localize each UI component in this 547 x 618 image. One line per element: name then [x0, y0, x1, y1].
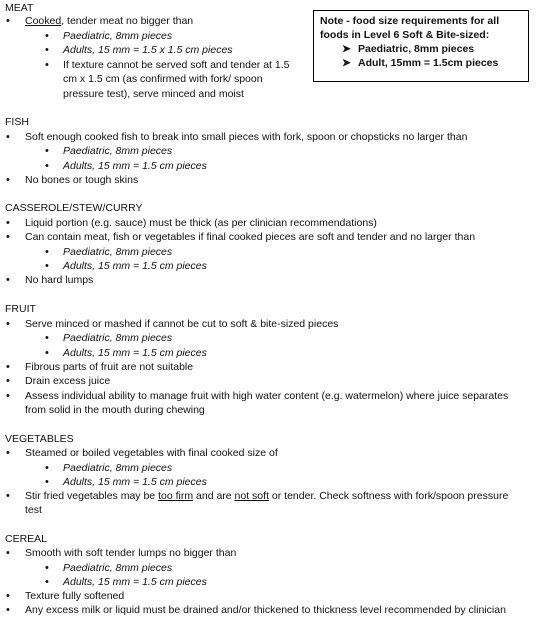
heading-cereal: CEREAL [5, 533, 48, 545]
note-item-1 [320, 42, 522, 56]
heading-meat: MEAT [5, 2, 34, 14]
meat-texture-2: cm x 1.5 cm (as confirmed with fork/ spoon [63, 73, 263, 85]
note-title-2: foods in Level 6 Soft & Bite-sized: [320, 29, 490, 41]
casserole-line-1: Liquid portion (e.g. sauce) must be thick (as per clinician recommendations) [25, 217, 377, 229]
bullet: • [6, 15, 10, 27]
bullet: • [45, 160, 49, 172]
bullet: • [45, 576, 49, 588]
bullet: • [6, 131, 10, 143]
cereal-adult: Adults, 15 mm = 1.5 cm pieces [63, 576, 207, 588]
heading-vegetables: VEGETABLES [5, 433, 74, 445]
bullet: • [6, 174, 10, 186]
bullet: • [6, 231, 10, 243]
too-firm-underlined: too firm [158, 490, 194, 502]
vegetables-line-1: Steamed or boiled vegetables with final cooked size of [25, 447, 278, 459]
fruit-line-3: Drain excess juice [25, 375, 111, 387]
cereal-paediatric: Paediatric, 8mm pieces [63, 562, 173, 574]
casserole-line-2: Can contain meat, fish or vegetables if final cooked pieces are soft and tender and no larger than [25, 231, 476, 243]
meat-texture-3: pressure test), serve minced and moist [63, 88, 244, 100]
bullet: • [6, 274, 10, 286]
bullet: • [6, 490, 10, 502]
meat-line-1 [25, 15, 193, 28]
heading-fruit: FRUIT [5, 303, 36, 315]
bullet: • [45, 145, 49, 157]
bullet: • [45, 562, 49, 574]
heading-casserole: CASSEROLE/STEW/CURRY [5, 202, 143, 214]
vegetables-line-2 [25, 490, 508, 503]
vegetables-paediatric: Paediatric, 8mm pieces [63, 462, 173, 474]
heading-fish: FISH [5, 116, 29, 128]
note-item-1-text: Paediatric, 8mm pieces [358, 43, 475, 55]
bullet: • [45, 462, 49, 474]
fish-line-1: Soft enough cooked fish to break into small pieces with fork, spoon or chopsticks no larger than [25, 131, 468, 143]
fruit-paediatric: Paediatric, 8mm pieces [63, 332, 173, 344]
bullet: • [6, 604, 10, 616]
not-soft-underlined: not soft [234, 490, 269, 502]
meat-paediatric: Paediatric, 8mm pieces [63, 30, 173, 42]
bullet: • [45, 332, 49, 344]
bullet: • [6, 390, 10, 402]
vegetables-line-2-a: Stir fried vegetables may be [25, 490, 159, 502]
bullet: • [6, 547, 10, 559]
casserole-adult: Adults, 15 mm = 1.5 cm pieces [63, 260, 207, 272]
fish-paediatric: Paediatric, 8mm pieces [63, 145, 173, 157]
meat-adult: Adults, 15 mm = 1.5 x 1.5 cm pieces [63, 44, 233, 56]
fish-adult: Adults, 15 mm = 1.5 cm pieces [63, 160, 207, 172]
bullet: • [6, 375, 10, 387]
bullet: • [6, 361, 10, 373]
bullet: • [45, 30, 49, 42]
fish-line-2: No bones or tough skins [25, 174, 139, 186]
casserole-line-3: No hard lumps [25, 274, 94, 286]
vegetables-line-2-b: and are [193, 490, 235, 502]
vegetables-line-2-c: or tender. Check softness with fork/spoon pressure [269, 490, 509, 502]
note-item-2-text: Adult, 15mm = 1.5cm pieces [358, 57, 499, 69]
note-item-2 [320, 56, 522, 70]
meat-line-1-rest: , tender meat no bigger than [61, 15, 194, 27]
bullet: • [6, 318, 10, 330]
bullet: • [45, 260, 49, 272]
fruit-adult: Adults, 15 mm = 1.5 cm pieces [63, 347, 207, 359]
vegetables-line-2-d: test [25, 504, 42, 516]
cereal-line-2: Texture fully softened [25, 590, 125, 602]
bullet: • [45, 59, 49, 71]
bullet: • [45, 347, 49, 359]
bullet: • [6, 590, 10, 602]
bullet: • [6, 447, 10, 459]
fruit-line-1: Serve minced or mashed if cannot be cut to soft & bite-sized pieces [25, 318, 339, 330]
fruit-line-2: Fibrous parts of fruit are not suitable [25, 361, 194, 373]
fruit-line-4b: from solid in the mouth during chewing [25, 404, 205, 416]
meat-texture-1: If texture cannot be served soft and tender at 1.5 [63, 59, 290, 71]
fruit-line-4a: Assess individual ability to manage fruit with high water content (e.g. watermelon) where juice separates [25, 390, 509, 402]
arrow-icon: ➤ [342, 57, 351, 69]
arrow-icon: ➤ [342, 43, 351, 55]
vegetables-adult: Adults, 15 mm = 1.5 cm pieces [63, 476, 207, 488]
bullet: • [45, 246, 49, 258]
note-title-1: Note - food size requirements for all [320, 15, 500, 27]
note-box [313, 10, 529, 82]
cereal-line-1: Smooth with soft tender lumps no bigger than [25, 547, 237, 559]
casserole-paediatric: Paediatric, 8mm pieces [63, 246, 173, 258]
cereal-line-3: Any excess milk or liquid must be drained and/or thickened to thickness level recommended by clinician [25, 604, 506, 616]
bullet: • [6, 217, 10, 229]
bullet: • [45, 476, 49, 488]
bullet: • [45, 44, 49, 56]
cooked-underlined: Cooked [25, 15, 62, 27]
